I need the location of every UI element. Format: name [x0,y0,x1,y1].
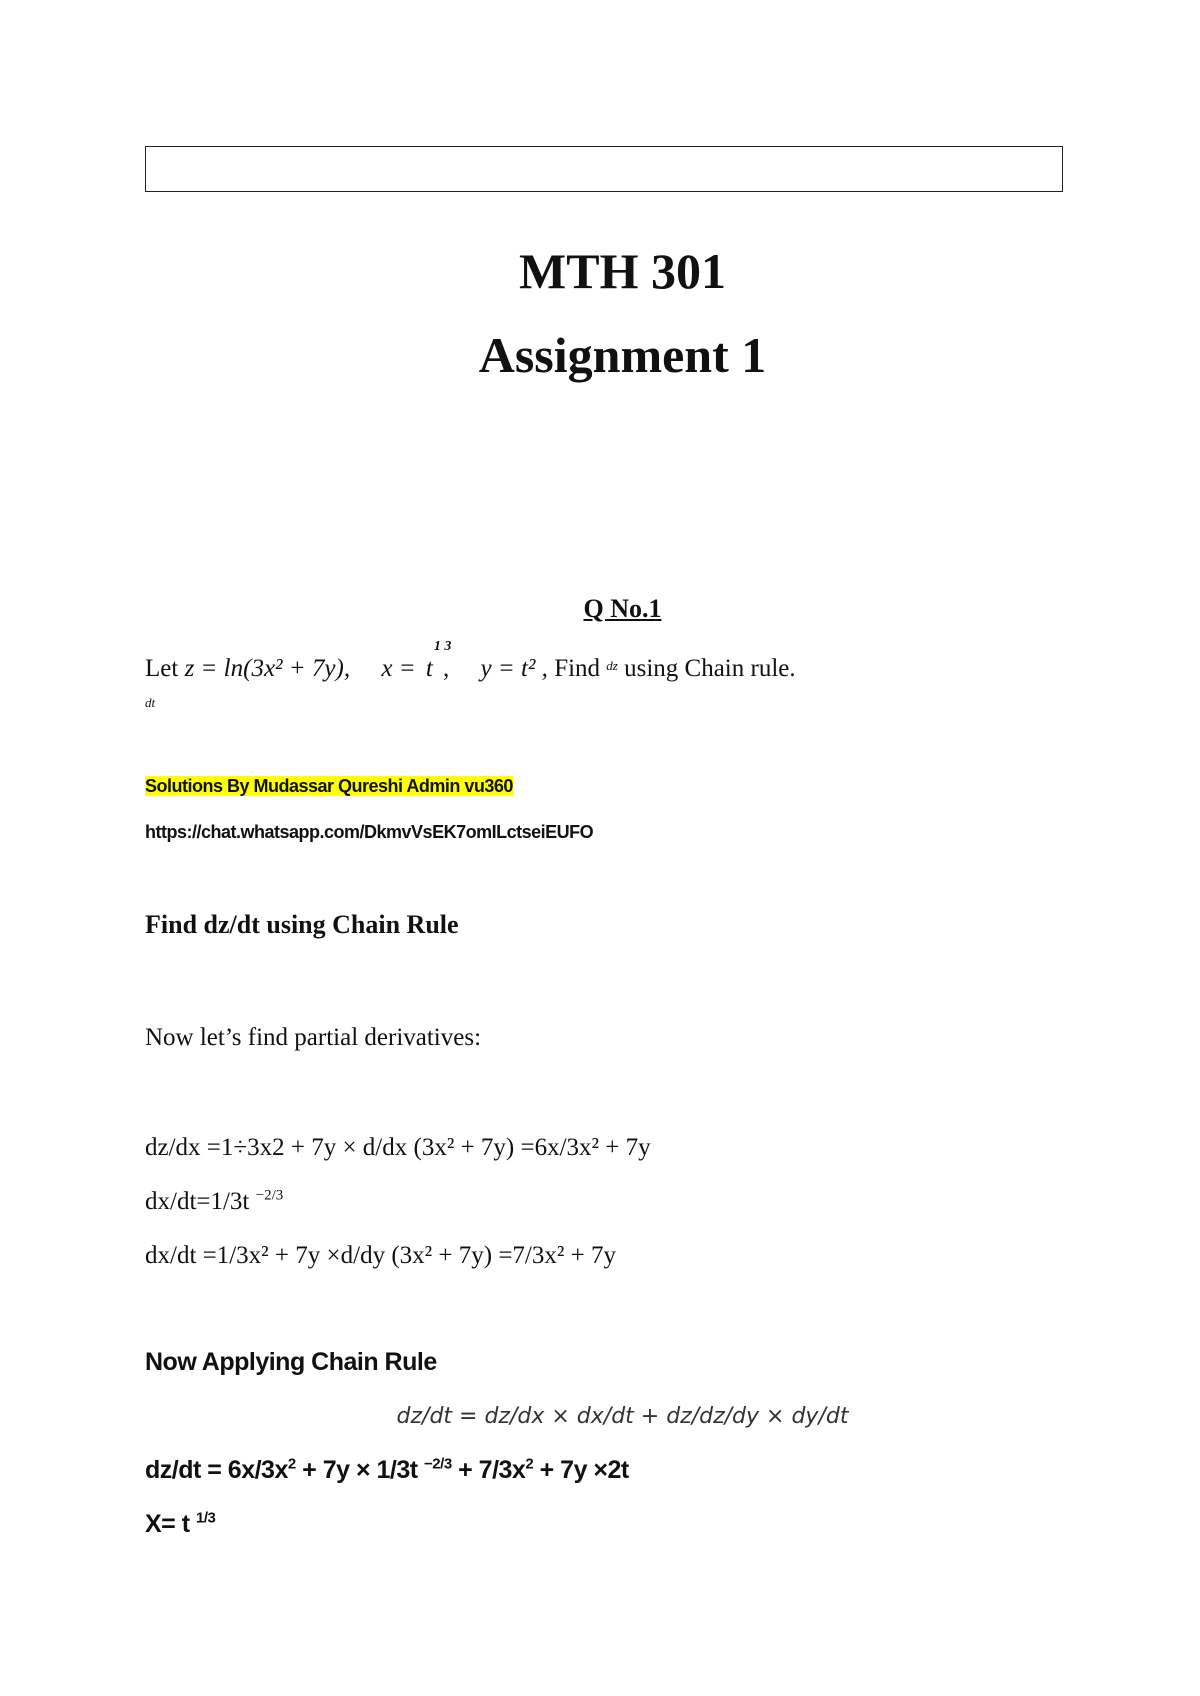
dt-fraction-bottom: dt [145,695,156,710]
credit-highlight: Solutions By Mudassar Qureshi Admin vu360 [145,776,513,796]
course-title: MTH 301 [519,243,726,299]
question-text [145,639,796,683]
result-part-a: dz/dt = 6x/3x [145,1456,288,1484]
solution-credit [145,776,513,797]
let-word: Let [145,655,179,682]
z-expression: z = ln(3x² + 7y), [184,655,351,682]
x-power [425,639,452,683]
header-box [145,146,1063,192]
x-eq-exponent: 1/3 [196,1509,216,1527]
whatsapp-link[interactable]: https://chat.whatsapp.com/DkmvVsEK7omILctseiEUFO [145,822,594,842]
x-eq-main: X= t [145,1510,196,1538]
result-part-b: + 7y × 1/3t [295,1456,425,1484]
result-square-1: 2 [287,1455,296,1473]
equation-dz-dy: dx/dt =1/3x² + 7y ×d/dy (3x² + 7y) =7/3x² + 7y [145,1242,616,1269]
find-heading: Find dz/dt using Chain Rule [145,910,459,939]
assignment-title: Assignment 1 [478,327,767,383]
result-exponent: −2/3 [424,1455,452,1473]
x-equation [145,1510,215,1539]
x-base: t [425,655,433,682]
y-expression: y = t² , [480,655,548,682]
find-word: Find [554,655,601,682]
equation-dx-dt [145,1188,283,1216]
chain-rule-formula: dz/dt = dz/dx × dx/dt + dz/dz/dy × dy/dt [396,1404,849,1429]
dz-fraction-top: dz [606,658,618,673]
partials-intro: Now let’s find partial derivatives: [145,1024,482,1051]
chain-rule-text: using Chain rule. [624,655,796,682]
x-expression: x = [381,655,422,682]
result-square-2: 2 [525,1455,534,1473]
dx-dt-exponent: −2/3 [255,1187,284,1204]
apply-heading: Now Applying Chain Rule [145,1348,437,1376]
result-part-c: + 7/3x [451,1456,526,1484]
x-exponent: 1 3 [433,639,452,654]
question-number: Q No.1 [583,594,662,623]
result-equation [145,1456,629,1485]
x-separator: , [443,655,450,682]
dx-dt-main: dx/dt=1/3t [145,1188,256,1215]
equation-dz-dx: dz/dx =1÷3x2 + 7y × d/dx (3x² + 7y) =6x/3x² + 7y [145,1134,651,1161]
result-part-d: + 7y ×2t [533,1456,629,1484]
